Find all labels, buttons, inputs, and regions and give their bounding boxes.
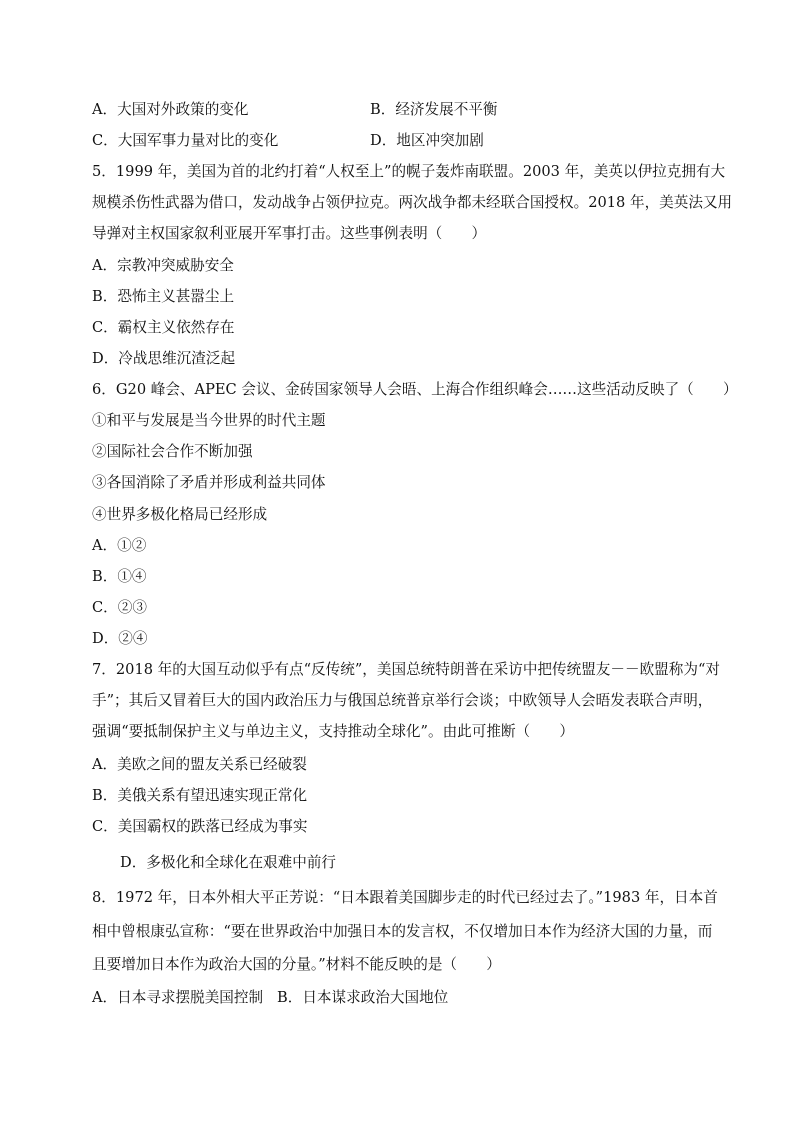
q7-stem-line-1: 7．2018 年的大国互动似乎有点“反传统”，美国总统特朗普在采访中把传统盟友－－欧盟称为“对 (92, 661, 721, 678)
q8-option-a: A．日本寻求摆脱美国控制 (92, 989, 264, 1006)
q4-option-d: D．地区冲突加剧 (370, 132, 484, 149)
q6-option-c: C．②③ (92, 599, 147, 616)
q7-stem-line-2: 手”；其后又冒着巨大的国内政治压力与俄国总统普京举行会谈；中欧领导人会晤发表联合声明， (92, 692, 713, 709)
q6-statement-2: ②国际社会合作不断加强 (92, 443, 253, 460)
q4-option-a: A．大国对外政策的变化 (92, 101, 249, 118)
q5-option-a: A．宗教冲突威胁安全 (92, 257, 234, 274)
q8-stem-line-2: 相中曾根康弘宣称：“要在世界政治中加强日本的发言权，不仅增加日本作为经济大国的力量，而 (92, 923, 713, 940)
q7-stem-line-3: 强调“要抵制保护主义与单边主义，支持推动全球化”。由此可推断（ ） (92, 723, 574, 740)
q6-statement-1: ①和平与发展是当今世界的时代主题 (92, 412, 326, 429)
q6-statement-3: ③各国消除了矛盾并形成利益共同体 (92, 474, 326, 491)
q8-stem-line-1: 8．1972 年，日本外相大平正芳说：“日本跟着美国脚步走的时代已经过去了。”1983 年，日本首 (92, 889, 718, 906)
q7-option-d: D．多极化和全球化在艰难中前行 (120, 854, 337, 871)
q6-stem: 6．G20 峰会、APEC 会议、金砖国家领导人会晤、上海合作组织峰会……这些活动反映了（ ） (92, 381, 738, 398)
q4-option-b: B．经济发展不平衡 (370, 101, 498, 118)
q6-option-d: D．②④ (92, 630, 148, 647)
q8-option-b: B．日本谋求政治大国地位 (277, 989, 449, 1006)
q4-option-c: C．大国军事力量对比的变化 (92, 132, 279, 149)
q7-option-b: B．美俄关系有望迅速实现正常化 (92, 787, 308, 804)
q6-option-b: B．①④ (92, 568, 147, 585)
q5-option-c: C．霸权主义依然存在 (92, 319, 235, 336)
q5-option-d: D．冷战思维沉渣泛起 (92, 350, 236, 367)
q5-stem-line-2: 规模杀伤性武器为借口，发动战争占领伊拉克。两次战争都未经联合国授权。2018 年，美英法又用 (92, 194, 733, 211)
q6-statement-4: ④世界多极化格局已经形成 (92, 506, 268, 523)
q6-option-a: A．①② (92, 537, 147, 554)
q5-stem-line-1: 5．1999 年，美国为首的北约打着“人权至上”的幌子轰炸南联盟。2003 年，美英以伊拉克拥有大 (92, 163, 726, 180)
q7-option-c: C．美国霸权的跌落已经成为事实 (92, 818, 308, 835)
q5-option-b: B．恐怖主义甚嚣尘上 (92, 288, 235, 305)
q7-option-a: A．美欧之间的盟友关系已经破裂 (92, 756, 307, 773)
q5-stem-line-3: 导弹对主权国家叙利亚展开军事打击。这些事例表明（ ） (92, 225, 487, 242)
q8-stem-line-3: 且要增加日本作为政治大国的分量。”材料不能反映的是（ ） (92, 956, 501, 973)
